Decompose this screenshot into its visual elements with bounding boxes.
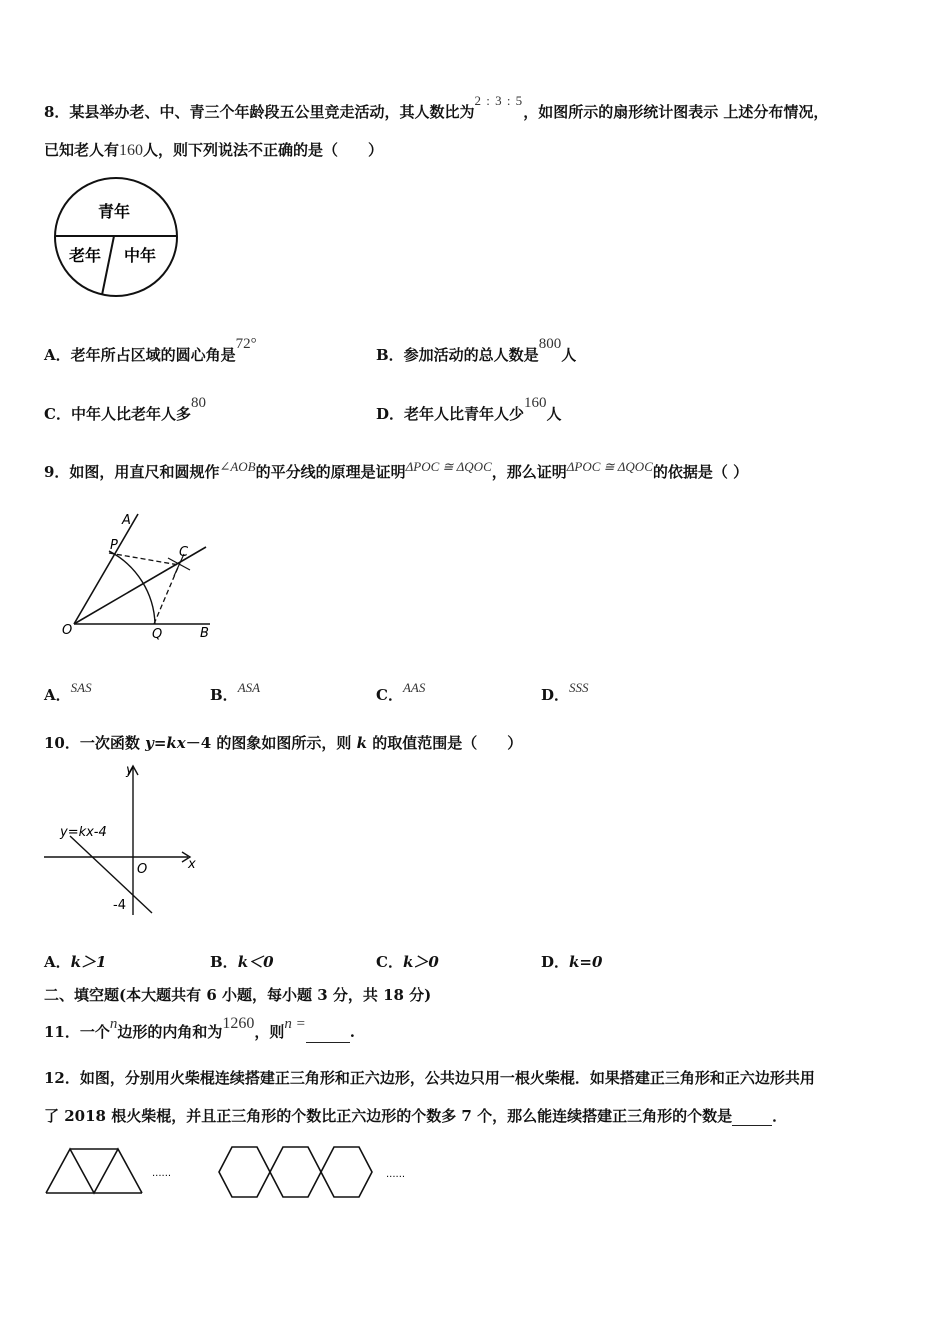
q9-option-a[interactable] (44, 680, 92, 705)
option-value: ASA (237, 680, 261, 695)
hexagons-dots: ...... (386, 1169, 406, 1180)
hexagon-2 (270, 1147, 321, 1197)
option-label: B．参加活动的总人数是 (376, 346, 539, 364)
option-label: C． (376, 686, 403, 704)
q8-line1 (44, 93, 829, 123)
q11-text-b: 边形的内角和为 (117, 1023, 223, 1041)
q8-text: 8．某县举办老、中、青三个年龄段五公里竞走活动，其人数比为 (44, 103, 475, 121)
option-label: D． (541, 686, 570, 704)
section-2-heading: 二、填空题(本大题共有 6 小题，每小题 3 分，共 18 分) (44, 986, 432, 1004)
label-intercept: -4 (113, 898, 126, 913)
q10-line (44, 733, 522, 753)
pie-label-elder: 老年 (68, 246, 102, 265)
q12-line2 (44, 1106, 787, 1126)
label-c: C (179, 545, 189, 560)
label-a: A (122, 513, 131, 528)
q10-text-a: 10．一次函数 (44, 734, 146, 752)
option-unit: 人 (546, 405, 562, 423)
q11-n-eq: n = (284, 1016, 306, 1032)
arc-pq (109, 551, 155, 624)
q11-line (44, 1015, 356, 1043)
option-label: D．老年人比青年人少 (376, 405, 525, 423)
label-o: O (62, 623, 73, 638)
label-p: P (110, 538, 118, 553)
option-label: B． (210, 686, 238, 704)
q11-sum: 1260 (222, 1015, 255, 1032)
label-x: x (188, 857, 196, 872)
q10-function-graph (44, 760, 214, 920)
q9-text-a: 9．如图，用直尺和圆规作 (44, 463, 220, 481)
option-label: A．老年所占区域的圆心角是 (44, 346, 236, 364)
q8-option-b[interactable] (376, 336, 577, 365)
q12-line1: 12．如图，分别用火柴棍连续搭建正三角形和正六边形，公共边只用一根火柴棍．如果搭建正三角形和正六边形共用 (44, 1069, 815, 1087)
q10-option-b[interactable] (210, 951, 274, 972)
option-label: D． (541, 953, 570, 971)
option-label: A． (44, 953, 71, 971)
q9-option-d[interactable] (541, 680, 589, 705)
q11-n: n (109, 1016, 118, 1032)
hexagon-3 (321, 1147, 372, 1197)
q10-option-a[interactable] (44, 951, 106, 972)
q12-text-b: ． (772, 1107, 788, 1125)
label-origin: O (137, 862, 148, 877)
hexagon-1 (219, 1147, 270, 1197)
q9-option-b[interactable] (210, 680, 261, 705)
q12-answer-blank[interactable] (732, 1111, 772, 1126)
option-value: 160 (524, 395, 547, 411)
option-value: k＜0 (237, 953, 274, 971)
label-b: B (200, 626, 209, 641)
option-value: 72° (235, 336, 257, 352)
q10-text-b: －4 的图象如图所示，则 (185, 734, 357, 752)
q8-text-d: 人，则下列说法不正确的是（ ） (143, 141, 384, 159)
triangles-zigzag (46, 1149, 142, 1193)
q10-func: y=kx (145, 734, 186, 752)
q9-line (44, 459, 749, 483)
label-q: Q (152, 627, 163, 642)
triangles-dots: ...... (152, 1168, 172, 1179)
q8-pie-chart (52, 176, 182, 298)
q8-option-c[interactable] (44, 395, 206, 424)
q9-congruence-2: ΔPOC ≅ ΔQOC (566, 459, 653, 474)
q11-answer-blank[interactable] (306, 1028, 350, 1043)
option-value: k=0 (569, 953, 603, 971)
pie-label-youth: 青年 (97, 202, 131, 221)
q8-ratio: 2 : 3 : 5 (474, 93, 524, 108)
q8-line2 (44, 140, 383, 161)
option-label: A． (44, 686, 71, 704)
q11-text-c: ，则 (254, 1023, 285, 1041)
ray-oa (74, 514, 138, 624)
q10-k: k (356, 734, 368, 752)
q9-text-c: ，那么证明 (491, 463, 567, 481)
q12-hexagons-figure (216, 1144, 426, 1202)
option-label: B． (210, 953, 238, 971)
option-unit: 人 (561, 346, 577, 364)
option-label: C． (376, 953, 403, 971)
q8-option-d[interactable] (376, 395, 562, 424)
q10-option-d[interactable] (541, 951, 602, 972)
q9-angle-bisector-figure (60, 508, 220, 648)
q8-text-c: 已知老人有 (44, 141, 120, 159)
q9-text-b: 的平分线的原理是证明 (255, 463, 406, 481)
dashed-pc (109, 553, 179, 565)
label-y: y (126, 763, 134, 778)
q9-angle: ∠AOB (219, 459, 256, 474)
option-value: k＞0 (402, 953, 439, 971)
q9-text-d: 的依据是（ ） (652, 463, 749, 481)
q9-option-c[interactable] (376, 680, 426, 705)
q10-option-c[interactable] (376, 951, 439, 972)
option-value: k＞1 (70, 953, 107, 971)
label-func: y=kx-4 (60, 825, 107, 840)
option-value: AAS (402, 680, 426, 695)
q12-triangles-figure (44, 1146, 194, 1196)
q10-text-c: 的取值范围是（ ） (367, 734, 523, 752)
pie-divider-2 (102, 236, 114, 295)
q8-option-a[interactable] (44, 336, 257, 365)
q12-text-a: 了 2018 根火柴棍，并且正三角形的个数比正六边形的个数多 7 个，那么能连续搭建正三角形的个数是 (44, 1107, 733, 1125)
q8-text-b: ，如图所示的扇形统计图表示 上述分布情况， (523, 103, 829, 121)
option-label: C．中年人比老年人多 (44, 405, 191, 423)
q11-text-a: 11．一个 (44, 1023, 110, 1041)
option-value: SAS (70, 680, 92, 695)
option-value: 800 (538, 336, 562, 352)
q8-elder-count: 160 (119, 142, 144, 159)
q11-text-d: . (349, 1023, 356, 1041)
option-value: SSS (569, 680, 589, 695)
pie-label-middle: 中年 (123, 246, 157, 265)
q9-congruence-1: ΔPOC ≅ ΔQOC (405, 459, 492, 474)
option-value: 80 (190, 395, 206, 411)
